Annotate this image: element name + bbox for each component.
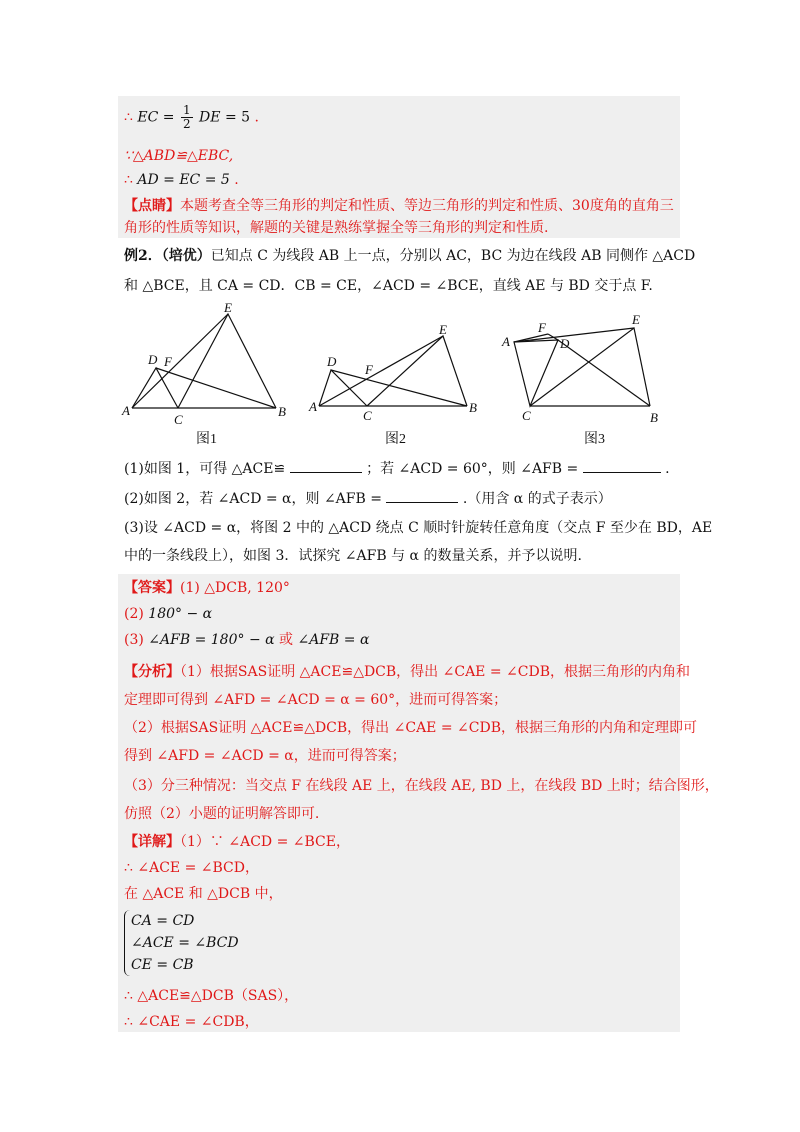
- detail-line-3: 在 △ACE 和 △DCB 中，: [124, 886, 283, 902]
- answer-1: (1) △DCB, 120°: [180, 580, 290, 596]
- line-end-dot: .: [234, 172, 239, 188]
- analysis-line-6: 仿照（2）小题的证明解答即可.: [124, 806, 320, 822]
- fig2-caption: 图2: [385, 432, 406, 447]
- detail-line-1: [124, 832, 680, 852]
- question-3-line-1: (3)设 ∠ACD = α，将图 2 中的 △ACD 绕点 C 顺时针旋转任意角度（交点 F 至少在 BD，AE: [124, 520, 713, 536]
- answer-line-3: [124, 630, 680, 650]
- fig2-label-f: F: [365, 362, 373, 377]
- analysis-line-5: （3）分三种情况：当交点 F 在线段 AE 上，在线段 AE, BD 上，在线段 BD 上时；结合图形，: [124, 778, 719, 794]
- dianjing-line-1: [124, 196, 680, 216]
- figure-2: [305, 316, 485, 426]
- fig2-label-b: B: [469, 400, 477, 415]
- fig3-label-b: B: [650, 410, 658, 425]
- q2-text: (2)如图 2，若 ∠ACD = α，则 ∠AFB =: [124, 491, 382, 507]
- analysis-line-2: 定理即可得到 ∠AFD = ∠ACD = α = 60°，进而可得答案；: [124, 692, 508, 708]
- fig3-label-c: C: [522, 408, 531, 423]
- fig2-label-e: E: [439, 322, 447, 337]
- math-rest: = 5: [224, 109, 251, 126]
- fig1-line-ae: [132, 314, 228, 408]
- fraction-numerator: 1: [182, 103, 191, 117]
- fig3-label-a: A: [502, 334, 510, 349]
- q1-mid: ；若 ∠ACD = 60°，则 ∠AFB =: [366, 461, 579, 477]
- fig1-label-b: B: [278, 404, 286, 419]
- fig2-label-a: A: [309, 399, 317, 414]
- math-eq: =: [162, 109, 175, 126]
- q1-blank-2[interactable]: [583, 458, 661, 473]
- q1-end: .: [665, 461, 670, 477]
- figure-1: [118, 300, 293, 430]
- fig3-label-f: F: [538, 320, 546, 335]
- answer-3-math-2: ∠AFB = α: [297, 632, 370, 648]
- problem-text-1: 已知点 C 为线段 AB 上一点，分别以 AC，BC 为边在线段 AB 同侧作 △ACD: [210, 248, 696, 264]
- fig2-label-c: C: [363, 408, 372, 423]
- answer-line-2: [124, 604, 680, 624]
- fraction-half: [181, 104, 193, 131]
- question-3-line-2: 中的一条线段上），如图 3．试探究 ∠AFB 与 α 的数量关系，并予以说明.: [124, 548, 582, 564]
- detail-text-1: （1）∵ ∠ACD = ∠BCE，: [180, 834, 350, 850]
- fig2-triangle-acd: [319, 370, 367, 406]
- math-ec: EC: [137, 109, 159, 126]
- q1-text: (1)如图 1，可得 △ACE≌: [124, 461, 286, 477]
- answer-3-or: 或: [279, 632, 294, 648]
- dianjing-text-1: 本题考查全等三角形的判定和性质、等边三角形的判定和性质、30度角的直角三: [180, 198, 674, 214]
- q1-blank-1[interactable]: [290, 458, 362, 473]
- q2-end: .（用含 α 的式子表示）: [462, 491, 612, 507]
- fig1-label-a: A: [122, 403, 130, 418]
- fig3-label-e: E: [632, 312, 640, 327]
- detail-line-5: ∴ ∠CAE = ∠CDB，: [124, 1014, 259, 1030]
- answer-3-math-1: ∠AFB = 180° − α: [148, 632, 275, 648]
- fig2-line-ae: [319, 336, 443, 406]
- line-end-dot: .: [254, 109, 259, 126]
- therefore-symbol: ∴: [124, 109, 133, 126]
- figure-3: [500, 310, 675, 425]
- answer-2-prefix: (2): [124, 606, 144, 622]
- dianjing-tag: 【点睛】: [124, 198, 180, 214]
- fig3-triangle-bce: [530, 328, 650, 406]
- dianjing-line-2: 角形的性质等知识，解题的关键是熟练掌握全等三角形的判定和性质.: [124, 220, 549, 236]
- detail-line-2: ∴ ∠ACE = ∠BCD，: [124, 860, 259, 876]
- fig1-label-d: D: [148, 352, 158, 367]
- answer-3-prefix: (3): [124, 632, 144, 648]
- fig1-triangle-bce: [178, 314, 276, 408]
- prev-line-3: [124, 170, 680, 190]
- prev-line-2: ∵△ABD≌△EBC,: [124, 148, 234, 164]
- fig3-triangle-acd: [514, 340, 558, 406]
- analysis-text-1: （1）根据SAS证明 △ACE≌△DCB，得出 ∠CAE = ∠CDB，根据三角形的内角和: [180, 664, 690, 680]
- analysis-line-3: （2）根据SAS证明 △ACE≌△DCB，得出 ∠CAE = ∠CDB，根据三角形的内角和定理即可: [124, 720, 697, 736]
- system-eq-3: CE = CB: [131, 957, 194, 973]
- system-eq-1: CA = CD: [131, 913, 195, 929]
- q2-blank[interactable]: [386, 488, 458, 503]
- answer-line-1: [124, 578, 680, 598]
- detail-tag: 【详解】: [124, 834, 180, 850]
- problem-line-2: 和 △BCE，且 CA = CD．CB = CE，∠ACD = ∠BCE，直线 AE 与 BD 交于点 F.: [124, 278, 653, 294]
- problem-line-1: [124, 246, 696, 266]
- answer-tag: 【答案】: [124, 580, 180, 596]
- fraction-denominator: 2: [182, 117, 191, 131]
- fig3-caption: 图3: [584, 432, 605, 447]
- math-ad-ec: AD = EC = 5: [137, 172, 230, 188]
- fig3-line-ae: [514, 328, 634, 342]
- math-de: DE: [199, 109, 221, 126]
- detail-line-4: ∴ △ACE≌△DCB（SAS），: [124, 988, 299, 1004]
- prev-line-1: [124, 104, 680, 131]
- fig1-label-c: C: [174, 412, 183, 427]
- fig2-label-d: D: [327, 354, 337, 369]
- fig1-caption: 图1: [196, 432, 217, 447]
- question-1: [124, 458, 680, 479]
- therefore-symbol: ∴: [124, 172, 133, 188]
- analysis-line-1: [124, 662, 690, 682]
- system-eq-2: ∠ACE = ∠BCD: [131, 935, 239, 951]
- problem-label: 例2．（培优）: [124, 248, 211, 264]
- equation-system: [124, 910, 239, 976]
- fig1-label-f: F: [164, 354, 172, 369]
- question-2: [124, 488, 680, 509]
- answer-2: 180° − α: [148, 606, 213, 622]
- fig3-label-d: D: [560, 336, 570, 351]
- analysis-line-4: 得到 ∠AFD = ∠ACD = α，进而可得答案；: [124, 748, 406, 764]
- fig1-label-e: E: [224, 300, 232, 315]
- analysis-tag: 【分析】: [124, 664, 180, 680]
